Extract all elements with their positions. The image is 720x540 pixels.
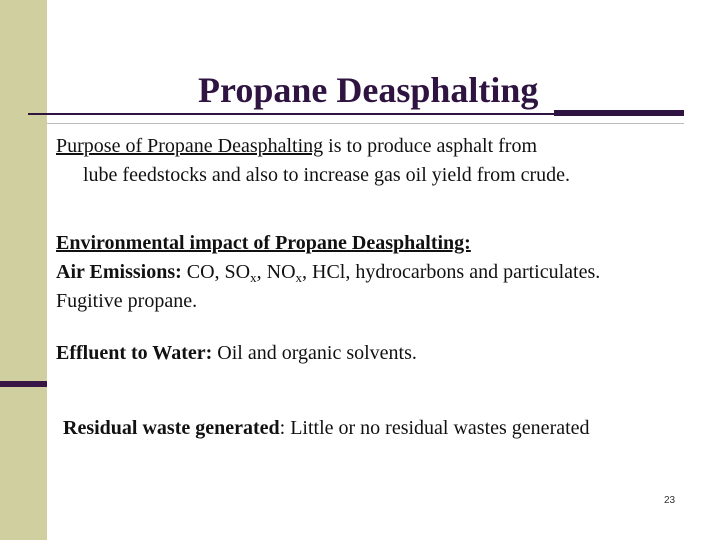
purpose-text: is to produce asphalt from [323,135,538,157]
nox-subscript: x [295,270,303,285]
effluent-line [56,339,417,367]
effluent-label: Effluent to Water: [56,342,213,364]
residual-line [63,414,590,442]
title-divider [47,123,684,124]
residual-label: Residual waste generated [63,417,280,439]
air-emissions-text-1: CO, SO [181,261,251,283]
purpose-line-2: lube feedstocks and also to increase gas oil yield from crude. [83,164,571,186]
environmental-heading [56,229,471,257]
air-emissions-label: Air Emissions: [56,261,182,283]
sidebar-accent-bar [0,381,47,387]
purpose-heading: Purpose of Propane Deasphalting [56,135,324,157]
air-emissions-line [56,258,600,286]
sidebar-decoration [0,0,47,540]
residual-text: : Little or no residual wastes generated [279,417,590,439]
sox-subscript: x [250,270,257,285]
fugitive-line: Fugitive propane. [56,290,198,312]
effluent-text: Oil and organic solvents. [212,342,417,364]
title-underline-accent [554,110,684,116]
slide-title: Propane Deasphalting [198,70,539,110]
air-emissions-text-3: , HCl, hydrocarbons and particulates. [302,261,601,283]
page-number: 23 [664,495,676,506]
air-emissions-text-2: , NO [256,261,296,283]
purpose-line-1 [56,132,537,160]
environmental-heading-text: Environmental impact of Propane Deasphalting: [56,232,471,254]
